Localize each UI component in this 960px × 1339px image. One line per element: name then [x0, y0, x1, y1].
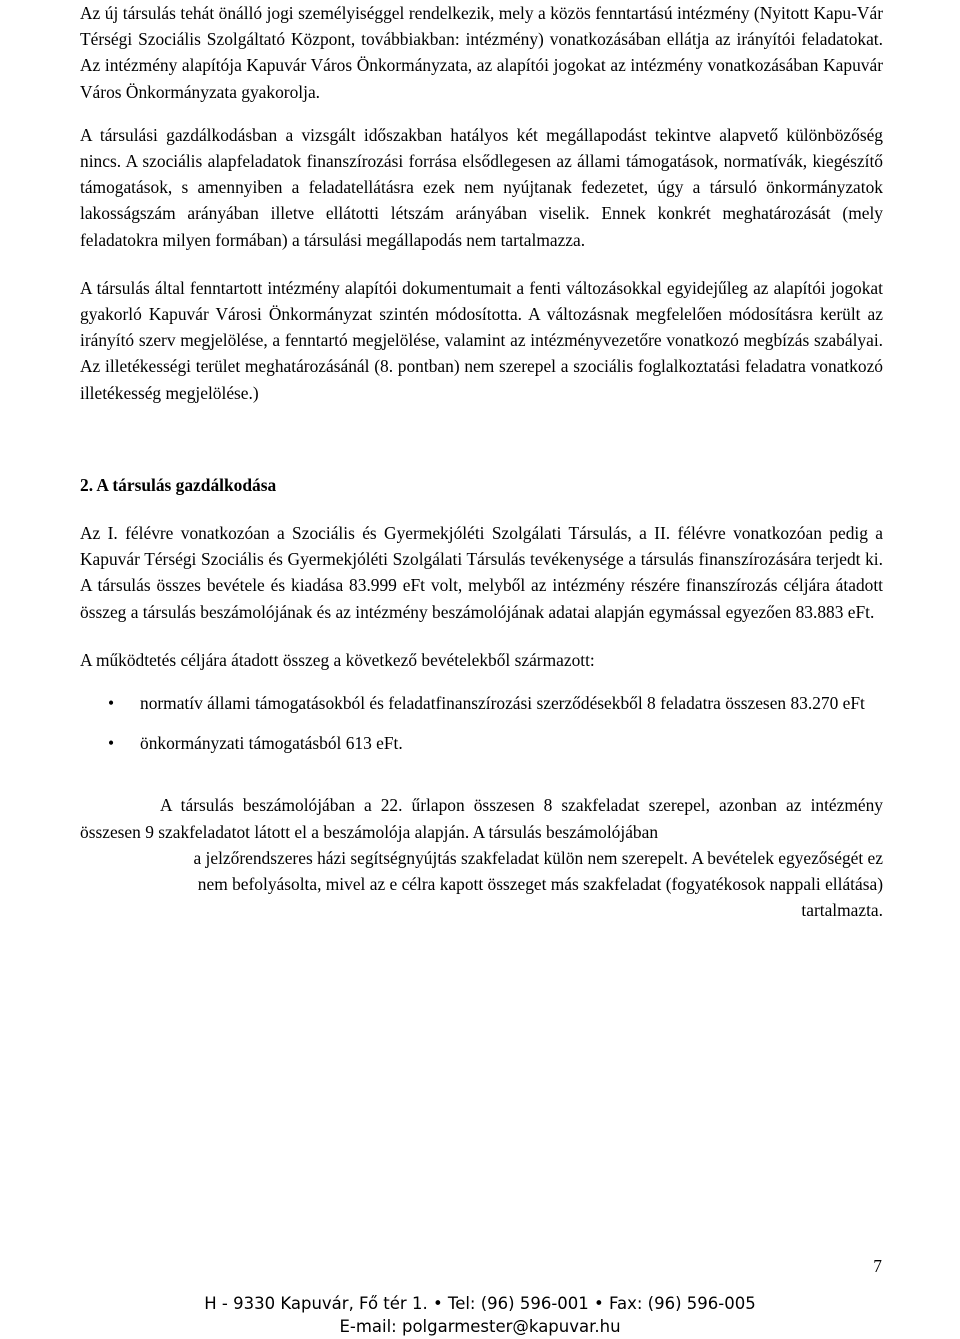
paragraph-4: Az I. félévre vonatkozóan a Szociális és Gyermekjóléti Szolgálati Társulás, a II. félévre vonatkozóan pedig a Kapuvár Térségi Szociális és Gyermekjóléti Szolgálati Társulás tevékenysége a társulás finanszírozására terjedt ki. A társulás összes bevétele és kiadása 83.999 eFt volt, melyből az intézmény részére finanszírozás céljára átadott összeg a társulás beszámolójának és az intézmény beszámolójának adatai alapján egymással egyezően 83.883 eFt. [80, 523, 883, 622]
paragraph-1: Az új társulás tehát önálló jogi személyiséggel rendelkezik, mely a közös fenntartású intézmény (Nyitott Kapu-Vár Térségi Szociális Szolgáltató Központ, továbbiakban: intézmény) vonatkozásában ellátja az irányítói feladatokat. Az intézmény alapítója Kapuvár Város Önkormányzata, az alapítói jogokat az intézmény vonatkozásában Kapuvár Város Önkormányzata gyakorolja. [80, 3, 883, 102]
paragraph-6-right-aligned: a jelzőrendszeres házi segítségnyújtás szakfeladat külön nem szerepelt. A bevételek egyezőségét ez nem befolyásolta, mivel az e célra kapott összeget más szakfeladat (fogyatékosok nappali ellátása) tartalmazta. [193, 847, 883, 921]
list-item [80, 730, 883, 756]
footer-address: H - 9330 Kapuvár, Fő tér 1. • Tel: (96) 596-001 • Fax: (96) 596-005 [204, 1294, 756, 1313]
list-item-text: normatív állami támogatásokból és feladatfinanszírozási szerződésekből 8 feladatra összesen 83.270 eFt [140, 693, 865, 714]
paragraph-3: A társulás által fenntartott intézmény alapítói dokumentumait a fenti változásokkal egyidejűleg az alapítói jogokat gyakorló Kapuvár Városi Önkormányzat szintén módosította. A változásnak megfelelően módosításra került az irányító szerv megjelölése, a fenntartó megjelölése, valamint az intézményvezetőre vonatkozó megbízás szabályai. Az illetékességi terület meghatározásánál (8. pontban) nem szerepel a szociális foglalkoztatási feladatra vonatkozó illetékesség megjelölése.) [80, 277, 883, 403]
paragraph-6-first-lines: A társulás beszámolójában a 22. űrlapon összesen 8 szakfeladat szerepel, azonban az intézmény összesen 9 szakfeladatot látott el a beszámolója alapján. A társulás beszámolójában [80, 795, 883, 842]
paragraph-6 [80, 792, 883, 923]
footer-email: E-mail: polgarmester@kapuvar.hu [339, 1317, 621, 1336]
section-heading: 2. A társulás gazdálkodása [80, 474, 277, 495]
paragraph-2: A társulási gazdálkodásban a vizsgált időszakban hatályos két megállapodást tekintve alapvető különbözőség nincs. A szociális alapfeladatok finanszírozási forrása elsődlegesen az állami támogatások, normatívák, kiegészítő támogatások, s amennyiben a feladatellátásra ezek nem nyújtanak fedezetet, úgy a társuló önkormányzatok lakosságszám arányában illetve ellátotti létszám arányában viselik. Ennek konkrét meghatározását (mely feladatokra milyen formában) a társulási megállapodás nem tartalmazza. [80, 124, 883, 250]
list-item-text: önkormányzati támogatásból 613 eFt. [140, 733, 403, 754]
revenue-list [80, 690, 883, 756]
bullet-icon: • [108, 733, 115, 754]
list-item [80, 690, 883, 716]
document-body [80, 0, 883, 923]
bullet-icon: • [108, 693, 115, 714]
paragraph-5: A működtetés céljára átadott összeg a következő bevételekből származott: [80, 649, 595, 670]
page-number: 7 [873, 1256, 882, 1276]
